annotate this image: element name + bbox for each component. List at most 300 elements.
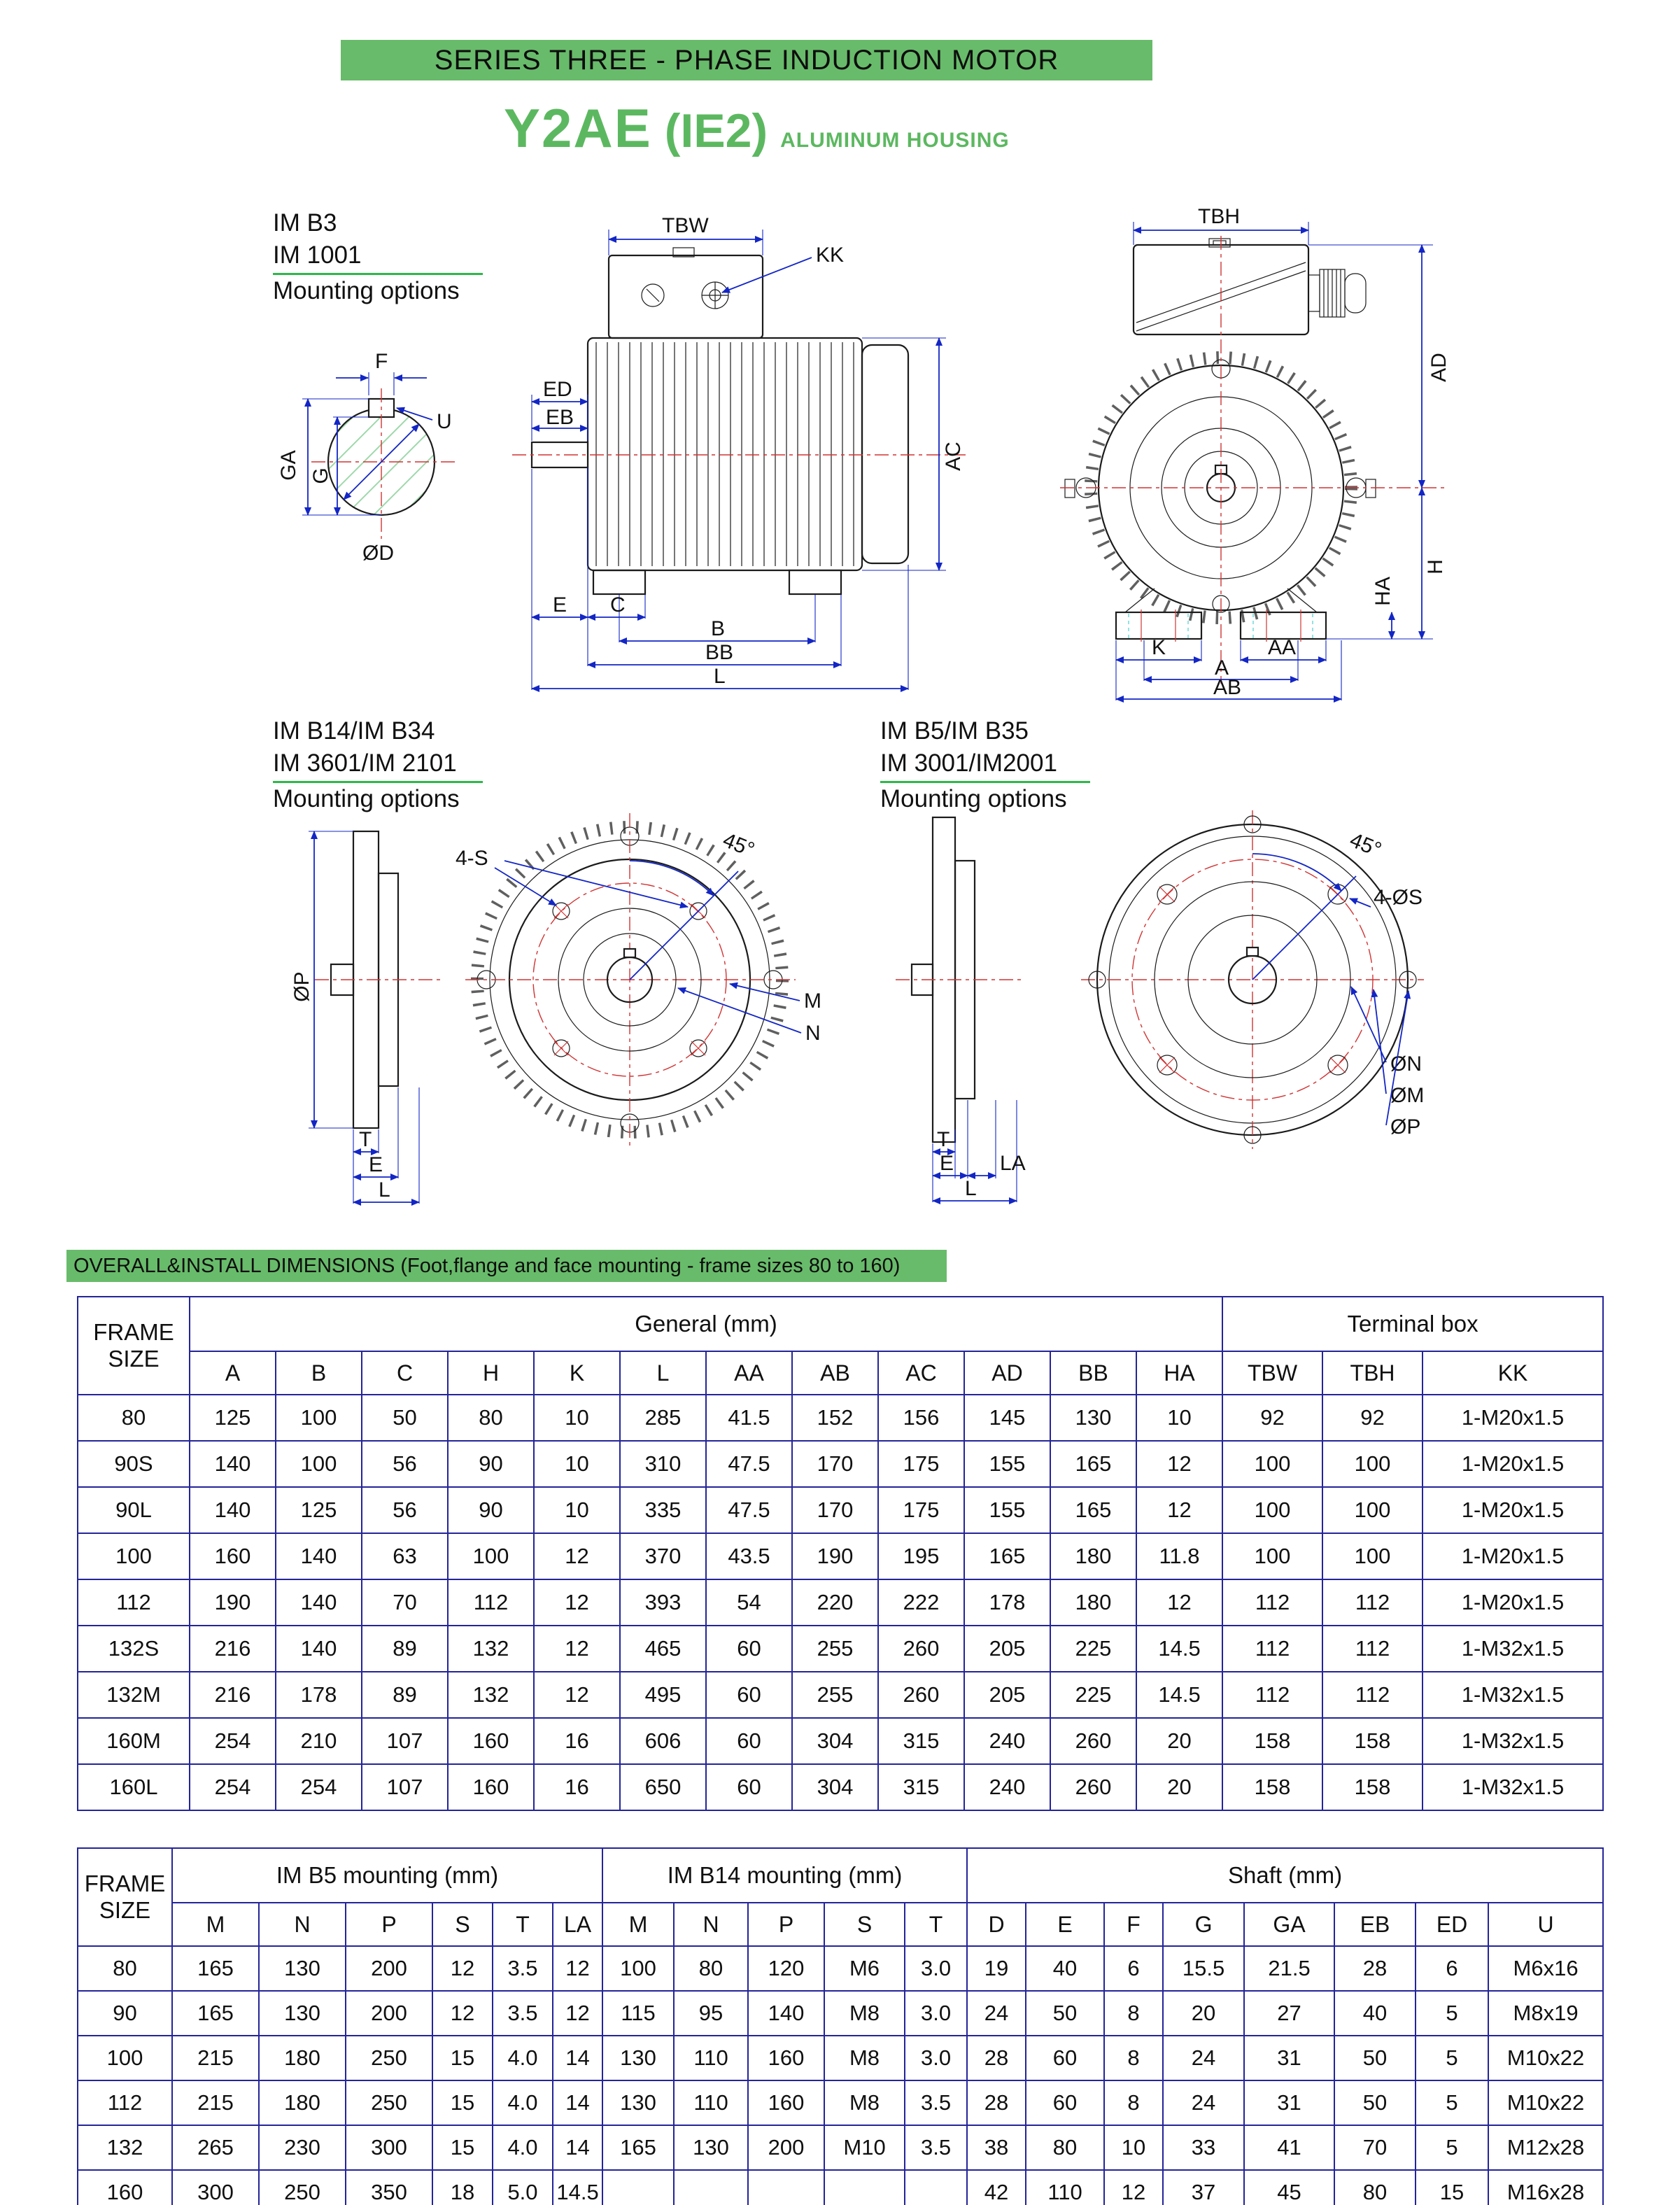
table-row [78,1718,1603,1764]
dimension-cell: 285 [620,1395,706,1441]
dimension-cell: M16x28 [1488,2170,1603,2205]
frame-size-header-line: SIZE [99,1897,151,1923]
mounting-label-b3 [273,207,483,308]
dimension-cell: 47.5 [706,1487,792,1533]
column-header: HA [1136,1351,1222,1395]
dimension-cell: 255 [792,1672,878,1718]
frame-size-cell: 90 [78,1991,172,2036]
dimension-cell: 100 [276,1395,362,1441]
dimension-cell: 15 [432,2080,493,2125]
dimension-cell: 16 [534,1718,620,1764]
dimension-cell: 10 [1104,2125,1163,2170]
dimension-cell: M8 [824,2036,905,2080]
table-row [78,1946,1603,1991]
dimension-cell: 393 [620,1579,706,1626]
dim-label-l: L [379,1178,390,1202]
dimension-cell: 1-M32x1.5 [1423,1626,1603,1672]
dimension-cell: 180 [1050,1533,1136,1579]
dimension-cell: 158 [1222,1764,1322,1810]
frame-size-cell: 90L [78,1487,190,1533]
dimension-cell: 12 [1136,1441,1222,1487]
dimension-cell: 100 [1222,1533,1322,1579]
column-header: F [1104,1903,1163,1946]
mounting-shaft-dimensions-body [78,1946,1603,2205]
dimension-cell: 130 [1050,1395,1136,1441]
dimension-cell: 265 [172,2125,259,2170]
dimension-cell: M6x16 [1488,1946,1603,1991]
dimension-cell: 1-M32x1.5 [1423,1718,1603,1764]
overall-dimensions-body [78,1395,1603,1810]
column-header: L [620,1351,706,1395]
dimension-cell: M8x19 [1488,1991,1603,2036]
frame-size-cell: 90S [78,1441,190,1487]
motor-front-view-drawing [1050,185,1455,703]
dimension-cell: 5 [1416,2036,1488,2080]
dimension-cell [905,2170,967,2205]
dimension-cell: 260 [878,1672,964,1718]
dimension-cell: 107 [362,1764,448,1810]
dimension-cell: 45 [1244,2170,1334,2205]
column-header: T [493,1903,553,1946]
dimension-cell: 95 [674,1991,748,2036]
column-header: S [432,1903,493,1946]
dimension-cell: 155 [964,1441,1050,1487]
dimension-cell: 12 [1104,2170,1163,2205]
dimension-cell: 60 [706,1672,792,1718]
dimension-cell: 145 [964,1395,1050,1441]
dimension-cell: 4.0 [493,2080,553,2125]
b14-group-header: IM B14 mounting (mm) [602,1848,967,1903]
dimension-cell: 110 [674,2080,748,2125]
dimension-cell: 160 [190,1533,276,1579]
dimension-cell: 54 [706,1579,792,1626]
table-row [78,1991,1603,2036]
dim-label-e: E [940,1152,954,1175]
dimensions-section-banner: OVERALL&INSTALL DIMENSIONS (Foot,flange and face mounting - frame sizes 80 to 160) [66,1250,947,1282]
dimension-cell: 300 [346,2125,432,2170]
dim-label-ga: GA [277,450,300,481]
title-model: Y2AE [504,97,652,159]
dimension-cell: 100 [1222,1441,1322,1487]
dimension-cell: 19 [967,1946,1026,1991]
dimension-cell: 3.5 [493,1991,553,2036]
dimension-cell: 10 [1136,1395,1222,1441]
column-header: U [1488,1903,1603,1946]
dimension-cell: 89 [362,1672,448,1718]
dimension-cell: 165 [172,1946,259,1991]
dimension-cell: 170 [792,1487,878,1533]
dimension-cell: 31 [1244,2036,1334,2080]
dimension-cell: 254 [276,1764,362,1810]
dimension-cell: 12 [553,1991,602,2036]
dimension-cell: 15 [432,2036,493,2080]
dimension-cell: 50 [1334,2036,1416,2080]
dimension-cell: 5 [1416,1991,1488,2036]
dimension-cell: 14.5 [553,2170,602,2205]
dimension-cell: 215 [172,2036,259,2080]
dimension-cell: 180 [1050,1579,1136,1626]
dimension-cell: 28 [1334,1946,1416,1991]
frame-size-cell: 80 [78,1395,190,1441]
dimension-cell: 250 [346,2036,432,2080]
dimension-cell: 304 [792,1764,878,1810]
column-header: M [172,1903,259,1946]
dim-label-op: ØP [290,971,313,1002]
dimension-cell: 180 [259,2080,346,2125]
dimension-cell: 27 [1244,1991,1334,2036]
shaft-group-header: Shaft (mm) [967,1848,1603,1903]
column-header: AA [706,1351,792,1395]
mounting-line: IM 1001 [273,239,483,275]
dim-label-on: ØN [1390,1052,1422,1076]
dim-label-4s: 4-S [456,847,488,870]
frame-size-cell: 132M [78,1672,190,1718]
dimension-cell: 100 [276,1441,362,1487]
frame-size-header-line: FRAME [84,1871,166,1896]
cooling-fins [596,342,854,566]
dimension-cell: 155 [964,1487,1050,1533]
dimension-cell: 175 [878,1441,964,1487]
dimension-cell: 10 [534,1441,620,1487]
table-row [78,1487,1603,1533]
dimension-cell: 4.0 [493,2036,553,2080]
table-group-header-row [78,1848,1603,1903]
dimension-cell: 70 [1334,2125,1416,2170]
dimension-cell: 11.8 [1136,1533,1222,1579]
dim-label-t: T [359,1128,372,1151]
table-row [78,1533,1603,1579]
dimension-cell: 216 [190,1626,276,1672]
dimension-cell: 12 [432,1946,493,1991]
hatch-pattern [287,357,490,560]
overall-dimensions-table [77,1296,1604,1811]
dimension-cell: 16 [534,1764,620,1810]
dimension-cell: 115 [602,1991,674,2036]
foot [789,570,841,594]
dimension-cell: 165 [964,1533,1050,1579]
table-row [78,1672,1603,1718]
dimension-cell: 112 [1222,1579,1322,1626]
dimension-cell [748,2170,824,2205]
dimension-cell: 350 [346,2170,432,2205]
dim-label-l: L [965,1177,977,1200]
dimension-cell: 315 [878,1718,964,1764]
dim-label-b: B [711,617,726,640]
general-group-header: General (mm) [190,1297,1222,1351]
dimension-cell: M10 [824,2125,905,2170]
dimension-cell: 130 [674,2125,748,2170]
dimension-cell: 80 [448,1395,534,1441]
column-header: ED [1416,1903,1488,1946]
column-header: D [967,1903,1026,1946]
dimension-cell: 47.5 [706,1441,792,1487]
table-group-header-row [78,1297,1603,1351]
mounting-line: IM 3601/IM 2101 [273,747,483,783]
dimension-cell: 56 [362,1487,448,1533]
dimension-cell: 80 [1334,2170,1416,2205]
dimension-cell: 5.0 [493,2170,553,2205]
dim-label-tbw: TBW [662,214,709,237]
dim-label-ed: ED [543,378,572,401]
dimension-cell: 1-M32x1.5 [1423,1764,1603,1810]
dimension-cell: 10 [534,1395,620,1441]
dimension-cell: 190 [190,1579,276,1626]
dimension-cell: 120 [748,1946,824,1991]
dimension-cell: 41 [1244,2125,1334,2170]
dimension-cell: 160 [748,2036,824,2080]
terminal-box [609,255,763,338]
table-column-header-row [78,1351,1603,1395]
mounting-shaft-dimensions-table [77,1847,1604,2205]
dim-label-c: C [610,593,626,617]
frame-size-cell: 112 [78,2080,172,2125]
dimension-cell: 60 [1026,2036,1104,2080]
dimension-cell: 31 [1244,2080,1334,2125]
dimension-cell: 216 [190,1672,276,1718]
dimension-cell: 130 [259,1946,346,1991]
dim-label-e: E [369,1153,383,1176]
dimension-cell: 3.5 [905,2125,967,2170]
mounting-line: IM B14/IM B34 [273,717,435,745]
dimension-cell: 140 [276,1579,362,1626]
table-row [78,1395,1603,1441]
dimension-cell: 250 [259,2170,346,2205]
dimension-cell: 20 [1136,1764,1222,1810]
dimension-cell: 15.5 [1163,1946,1244,1991]
dimension-cell: 125 [276,1487,362,1533]
dimension-cell: 125 [190,1395,276,1441]
dimension-cell: M10x22 [1488,2080,1603,2125]
column-header: TBW [1222,1351,1322,1395]
dimension-cell: 152 [792,1395,878,1441]
mounting-line: Mounting options [273,785,460,813]
dimension-cell: 80 [674,1946,748,1991]
dimension-cell: 222 [878,1579,964,1626]
frame-size-cell: 100 [78,2036,172,2080]
dimension-cell: 1-M20x1.5 [1423,1395,1603,1441]
column-header: N [259,1903,346,1946]
column-header: G [1163,1903,1244,1946]
dim-label-ab: AB [1213,676,1242,699]
column-header: EB [1334,1903,1416,1946]
dimension-cell: 200 [748,2125,824,2170]
frame-size-cell: 160M [78,1718,190,1764]
column-header: K [534,1351,620,1395]
dimension-cell: 250 [346,2080,432,2125]
table-row [78,1764,1603,1810]
dimension-cell: 1-M20x1.5 [1423,1533,1603,1579]
dimension-cell: 178 [964,1579,1050,1626]
motor-side-view-drawing [483,189,987,700]
dimension-cell: 260 [1050,1764,1136,1810]
dimension-cell: 24 [967,1991,1026,2036]
dimension-cell: 175 [878,1487,964,1533]
dimension-cell: 240 [964,1718,1050,1764]
table-row [78,1579,1603,1626]
dimension-cell: 60 [706,1718,792,1764]
dimension-cell: 3.5 [493,1946,553,1991]
dimension-cell: 92 [1322,1395,1423,1441]
mounting-line: Mounting options [273,277,460,305]
dim-label-h: H [1424,559,1447,575]
table-column-header-row [78,1903,1603,1946]
dimension-cell: 14.5 [1136,1626,1222,1672]
dimension-cell: 165 [602,2125,674,2170]
dimension-cell: 370 [620,1533,706,1579]
dim-label-k: K [1152,636,1166,659]
dimension-cell: 14 [553,2036,602,2080]
table-row [78,1626,1603,1672]
dimension-cell [602,2170,674,2205]
dimension-cell: 42 [967,2170,1026,2205]
dimension-cell: 178 [276,1672,362,1718]
dim-label-4os: 4-ØS [1374,886,1423,909]
column-header: C [362,1351,448,1395]
dimension-cell: 160 [448,1718,534,1764]
dimension-cell: 21.5 [1244,1946,1334,1991]
frame-size-header-line: SIZE [108,1346,160,1372]
dimension-cell: 3.0 [905,1991,967,2036]
column-header: M [602,1903,674,1946]
dimension-cell: 43.5 [706,1533,792,1579]
dimension-cell: 12 [553,1946,602,1991]
dimension-cell: 12 [432,1991,493,2036]
dimension-cell: 112 [1322,1579,1423,1626]
dimension-cell: 165 [172,1991,259,2036]
dimension-cell: 110 [674,2036,748,2080]
frame-size-header [78,1848,172,1946]
dim-label-angle: 45° [1346,828,1385,862]
table-row [78,2170,1603,2205]
frame-size-header-line: FRAME [93,1319,174,1345]
mounting-line: Mounting options [880,785,1067,813]
dimension-cell: 1-M32x1.5 [1423,1672,1603,1718]
dim-label-ad: AD [1427,353,1450,382]
dim-label-angle: 45° [719,828,758,862]
table-row [78,2036,1603,2080]
dimension-cell: M10x22 [1488,2036,1603,2080]
dim-label-om: ØM [1390,1084,1425,1107]
dimension-cell: 200 [346,1991,432,2036]
dimension-cell: 156 [878,1395,964,1441]
dimension-cell: M8 [824,2080,905,2125]
dimension-cell: 1-M20x1.5 [1423,1487,1603,1533]
dimension-cell: 130 [602,2080,674,2125]
dimension-cell: 60 [1026,2080,1104,2125]
dimension-cell: 24 [1163,2080,1244,2125]
dimension-cell: 3.0 [905,2036,967,2080]
dimension-cell: 50 [1026,1991,1104,2036]
dimension-cell: 165 [1050,1441,1136,1487]
dim-label-g: G [309,467,332,484]
dimension-cell: 10 [534,1487,620,1533]
dimension-cell: 90 [448,1441,534,1487]
dim-label-od: ØD [362,542,394,565]
dim-label-op: ØP [1390,1115,1421,1139]
mounting-line: IM 3001/IM2001 [880,747,1090,783]
dim-label-eb: EB [546,406,574,429]
dimension-cell: 90 [448,1487,534,1533]
terminal-box-group-header: Terminal box [1222,1297,1603,1351]
dimension-cell: 56 [362,1441,448,1487]
column-header: P [748,1903,824,1946]
dimension-cell: 33 [1163,2125,1244,2170]
dimension-cell: 100 [602,1946,674,1991]
dimension-cell: 92 [1222,1395,1322,1441]
shaft-end-view-drawing [252,329,504,567]
dimension-cell: 195 [878,1533,964,1579]
dimension-cell: 14 [553,2125,602,2170]
dimension-cell: 20 [1136,1718,1222,1764]
dimension-cell: 20 [1163,1991,1244,2036]
dimension-cell: 260 [878,1626,964,1672]
foot [593,570,645,594]
dimension-cell: 107 [362,1718,448,1764]
column-header: AB [792,1351,878,1395]
dimension-cell: 465 [620,1626,706,1672]
dim-label-kk: KK [816,244,845,267]
dimension-cell: M12x28 [1488,2125,1603,2170]
dimension-cell: 100 [448,1533,534,1579]
dimension-cell: 60 [706,1764,792,1810]
mounting-line: IM B5/IM B35 [880,717,1029,745]
table-row [78,2080,1603,2125]
dimension-cell: 112 [1222,1626,1322,1672]
dimension-cell: 130 [259,1991,346,2036]
dimension-cell: 650 [620,1764,706,1810]
dimension-cell: 100 [1222,1487,1322,1533]
column-header: A [190,1351,276,1395]
dimension-cell: M6 [824,1946,905,1991]
dimension-cell: 606 [620,1718,706,1764]
title-housing-type: ALUMINUM HOUSING [780,129,1010,152]
dimension-cell: 100 [1322,1533,1423,1579]
dimension-cell: 8 [1104,1991,1163,2036]
frame-size-cell: 112 [78,1579,190,1626]
column-header: N [674,1903,748,1946]
dim-label-aa: AA [1268,636,1297,659]
dimension-cell: 180 [259,2036,346,2080]
dimension-cell: 315 [878,1764,964,1810]
column-header: E [1026,1903,1104,1946]
table-row [78,1441,1603,1487]
dim-label-l: L [714,665,726,688]
column-header: LA [553,1903,602,1946]
frame-size-cell: 100 [78,1533,190,1579]
dim-label-f: F [375,350,388,373]
product-title [504,97,1203,160]
dimension-cell: 6 [1104,1946,1163,1991]
dimension-cell: 80 [1026,2125,1104,2170]
frame-size-cell: 80 [78,1946,172,1991]
dimension-cell: 140 [276,1626,362,1672]
dimension-cell: 254 [190,1718,276,1764]
dimension-cell: 215 [172,2080,259,2125]
dimension-cell: 110 [1026,2170,1104,2205]
column-header: AD [964,1351,1050,1395]
dimension-cell: 230 [259,2125,346,2170]
frame-size-cell: 132S [78,1626,190,1672]
dimension-cell: 112 [1322,1672,1423,1718]
dimension-cell: 112 [1222,1672,1322,1718]
dimension-cell: 15 [1416,2170,1488,2205]
dimension-cell: 12 [534,1533,620,1579]
motor-body [588,338,862,570]
dimension-cell: 112 [1322,1626,1423,1672]
dimension-cell: 140 [276,1533,362,1579]
dimension-cell: 37 [1163,2170,1244,2205]
keyway [624,949,635,957]
